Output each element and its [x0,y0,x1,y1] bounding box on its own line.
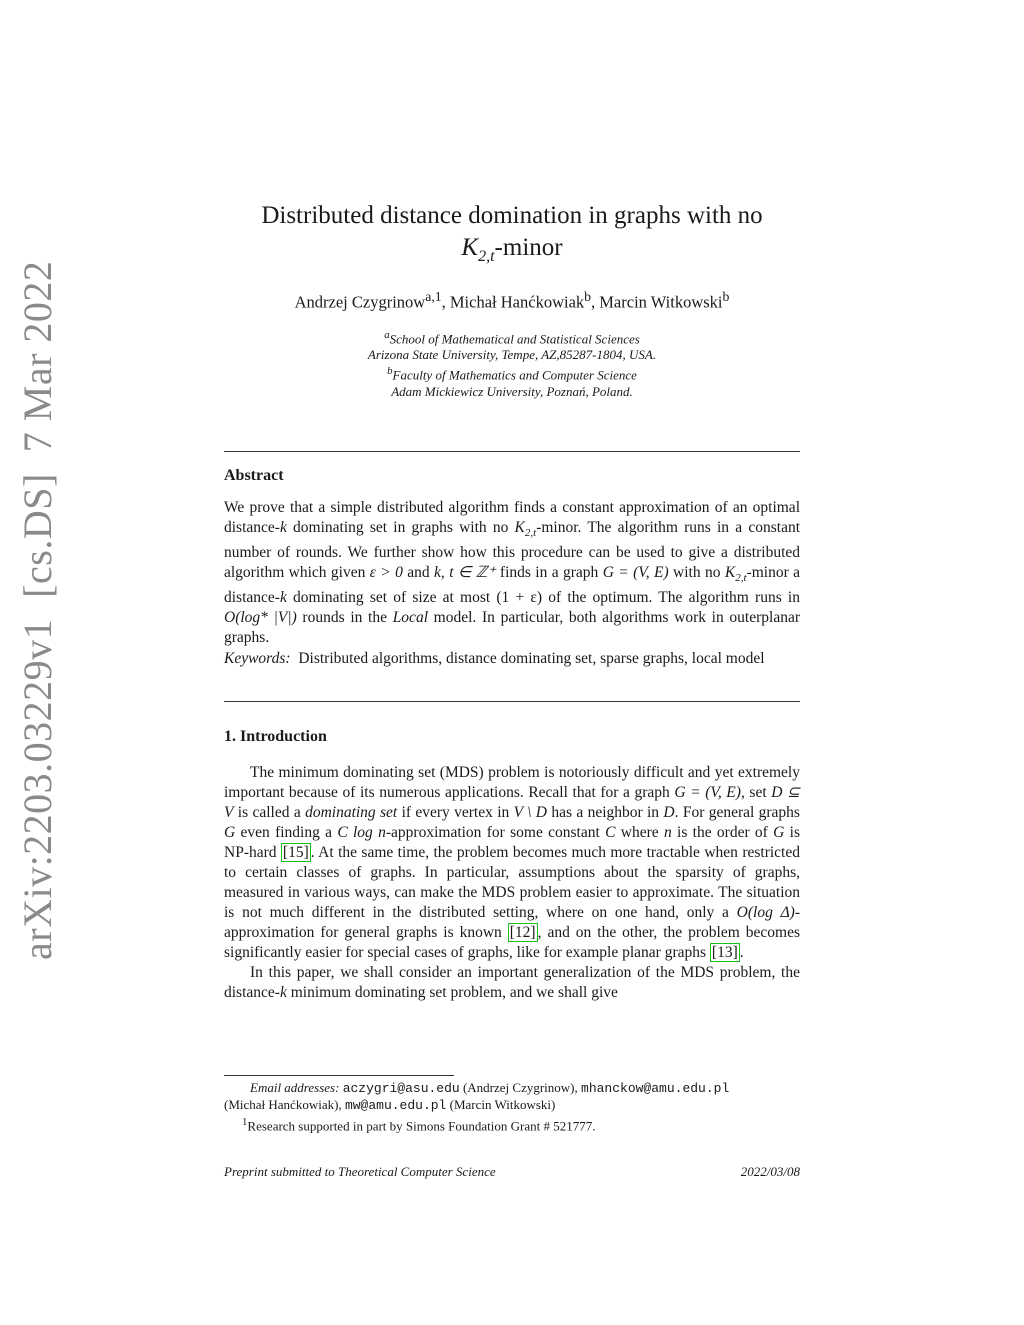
footnotes [224,1080,800,1134]
title-line-1: Distributed distance domination in graphs with no [261,202,763,229]
introduction-body [224,763,800,1003]
paper-title [224,200,800,273]
abstract-bottom-rule [224,701,800,702]
affiliation-b-address: Adam Mickiewicz University, Poznań, Poland. [391,383,633,399]
affiliation-b: $^b$Faculty of Mathematics and Computer Science [387,365,637,383]
affiliation-a-address: Arizona State University, Tempe, AZ,85287-1804, USA. [367,347,657,363]
footer-date: 2022/03/08 [740,1164,800,1179]
keywords-label: Keywords: [224,650,291,667]
keywords [224,649,784,669]
abstract-body: We prove that a simple distributed algorithm finds a constant approximation of an optimal distance-k dominating set in graphs with no $K_{2,t}$-minor. The algorithm runs in a constant number of rounds. We further show how this procedure can be used to give a distributed algorithm which given ε > 0 and k, t ∈ ℤ⁺ finds in a graph G = (V, E) with no $K_{2,t}$-minor a distance-k dominating set of size at most (1 + ε) of the optimum. The algorithm runs in O(log* |V|) rounds in the Local model. In particular, both algorithms work in outerplanar graphs. [224,499,801,647]
arxiv-identifier-stamp: arXiv:2203.03229v1 [cs.DS] 7 Mar 2022 [15,260,60,960]
abstract-top-rule [224,451,800,452]
funding-footnote: $^1$Research supported in part by Simons Foundation Grant # 521777. [242,1116,596,1134]
paragraph: The minimum dominating set (MDS) problem is notoriously difficult and yet extremely important because of its numerous applications. Recall that for a graph G = (V, E), set D ⊆ V is called a dominating set if every vertex in V \ D has a neighbor in D. For general graphs G even finding a C log n-approximation for some constant C where n is the order of G is NP-hard [15] . At the same time, the problem becomes much more tractable when restricted to certain classes of graphs. In particular, assumptions about the sparsity of graphs, measured in various ways, can make the MDS problem easier to approximate. The situation is not much different in the distributed setting, where on one hand, only a O(log Δ)-approximation for general graphs is known [12] , and on the other, the problem becomes significantly easier for special cases of graphs, like for example planar graphs [13] . [224,764,801,961]
author-list: Andrzej Czygrinow$^{a,1}$, Michał Hanćkowiak$^b$, Marcin Witkowski$^b$ [294,289,730,312]
email-link[interactable]: mw@amu.edu.pl [344,1098,447,1113]
footnote-rule [224,1075,454,1076]
author-name: Andrzej Czygrinow [294,292,426,312]
footer-submission-note: Preprint submitted to Theoretical Computer Science [224,1164,496,1179]
citation-link[interactable]: [13] [711,944,738,961]
affiliations [224,327,800,400]
abstract-heading: Abstract [224,467,284,484]
author-name: Marcin Witkowski [599,292,723,312]
paragraph: In this paper, we shall consider an important generalization of the MDS problem, the distance-k minimum dominating set problem, and we shall give [224,964,800,1001]
affiliation-a: $^a$School of Mathematical and Statistical Sciences [384,329,640,347]
title-line-2: $K_{2,t}$-minor [461,234,563,265]
page-footer [224,1164,800,1180]
email-link[interactable]: aczygri@asu.edu [342,1081,460,1096]
email-footnote-cont: (Michał Hanćkowiak), mw@amu.edu.pl (Marcin Witkowski) [224,1097,556,1113]
email-link[interactable]: mhanckow@amu.edu.pl [581,1081,730,1096]
author-name: Michał Hanćkowiak [449,292,585,312]
keywords-text: Distributed algorithms, distance dominating set, sparse graphs, local model [298,650,765,667]
citation-link[interactable]: [15] [282,844,309,861]
section-heading-introduction: 1. Introduction [224,728,327,745]
email-footnote: Email addresses: aczygri@asu.edu (Andrzej Czygrinow), mhanckow@amu.edu.pl [250,1080,730,1096]
citation-link[interactable]: [12] [509,924,536,941]
